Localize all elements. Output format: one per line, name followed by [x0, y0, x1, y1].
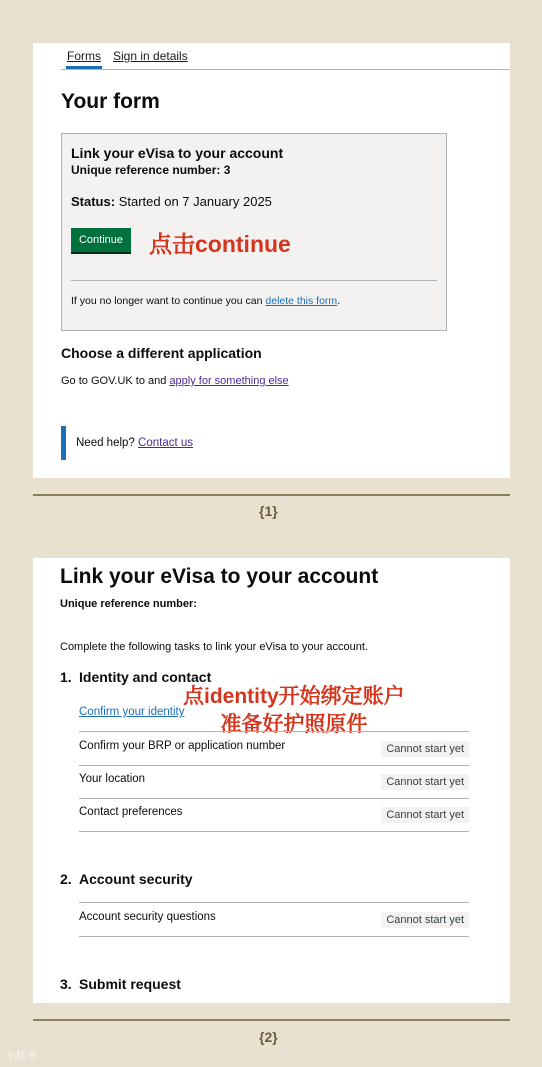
screenshot-panel-1 — [33, 43, 510, 478]
page-title: Your form — [61, 90, 160, 113]
status-label: Status: — [71, 194, 116, 209]
apply-something-else-link[interactable]: apply for something else — [169, 375, 289, 387]
separator-label-2: {2} — [259, 1029, 278, 1045]
delete-form-text: If you no longer want to continue you can delete this form. — [71, 295, 341, 307]
task-confirm-brp — [79, 732, 469, 766]
task-label: Confirm your BRP or application number — [79, 740, 286, 752]
status-value: Started on 7 January 2025 — [118, 194, 272, 209]
continue-button[interactable]: Continue — [71, 228, 131, 252]
section-heading-identity: 1. Identity and contact — [60, 669, 212, 685]
separator-label-1: {1} — [259, 503, 278, 519]
status-badge: Cannot start yet — [381, 912, 469, 928]
task-label: Contact preferences — [79, 806, 183, 818]
task-security-questions — [79, 902, 469, 937]
section-heading-account-security: 2. Account security — [60, 871, 193, 887]
task-label: Account security questions — [79, 911, 216, 923]
choose-different-heading: Choose a different application — [61, 345, 262, 361]
page-title: Link your eVisa to your account — [60, 565, 379, 588]
task-confirm-identity[interactable] — [79, 698, 469, 732]
reference-number: Unique reference number: 3 — [71, 163, 231, 177]
status-text — [71, 194, 272, 209]
tab-forms[interactable]: Forms — [66, 49, 102, 69]
card-title: Link your eVisa to your account — [71, 145, 284, 161]
task-label: Your location — [79, 773, 146, 785]
watermark-logo: 小红书 — [6, 1051, 36, 1062]
status-badge: Cannot start yet — [381, 741, 469, 757]
separator-2 — [33, 1019, 510, 1021]
status-badge: Cannot start yet — [381, 774, 469, 790]
tab-sign-in-details[interactable]: Sign in details — [113, 49, 188, 63]
status-badge: Cannot start yet — [381, 807, 469, 823]
divider — [71, 280, 437, 281]
need-help-inset: Need help? Contact us — [61, 426, 193, 460]
separator-1 — [33, 494, 510, 496]
screenshot-panel-2 — [33, 558, 510, 1003]
annotation-click-continue: 点击continue — [149, 231, 291, 257]
contact-us-link[interactable]: Contact us — [138, 437, 194, 449]
confirm-identity-link[interactable]: Confirm your identity — [79, 706, 185, 718]
tab-bar — [61, 49, 510, 70]
reference-number: Unique reference number: — [60, 598, 197, 610]
section-heading-submit: 3. Submit request — [60, 976, 181, 992]
task-contact-preferences — [79, 798, 469, 832]
delete-form-link[interactable]: delete this form — [265, 295, 338, 307]
intro-text: Complete the following tasks to link your eVisa to your account. — [60, 641, 368, 653]
annotation-click-identity: 点identity开始绑定账户 准备好护照原件 — [183, 685, 405, 736]
goto-govuk-text: Go to GOV.UK to and apply for something else — [61, 375, 289, 387]
task-your-location — [79, 765, 469, 799]
form-card — [61, 133, 447, 331]
